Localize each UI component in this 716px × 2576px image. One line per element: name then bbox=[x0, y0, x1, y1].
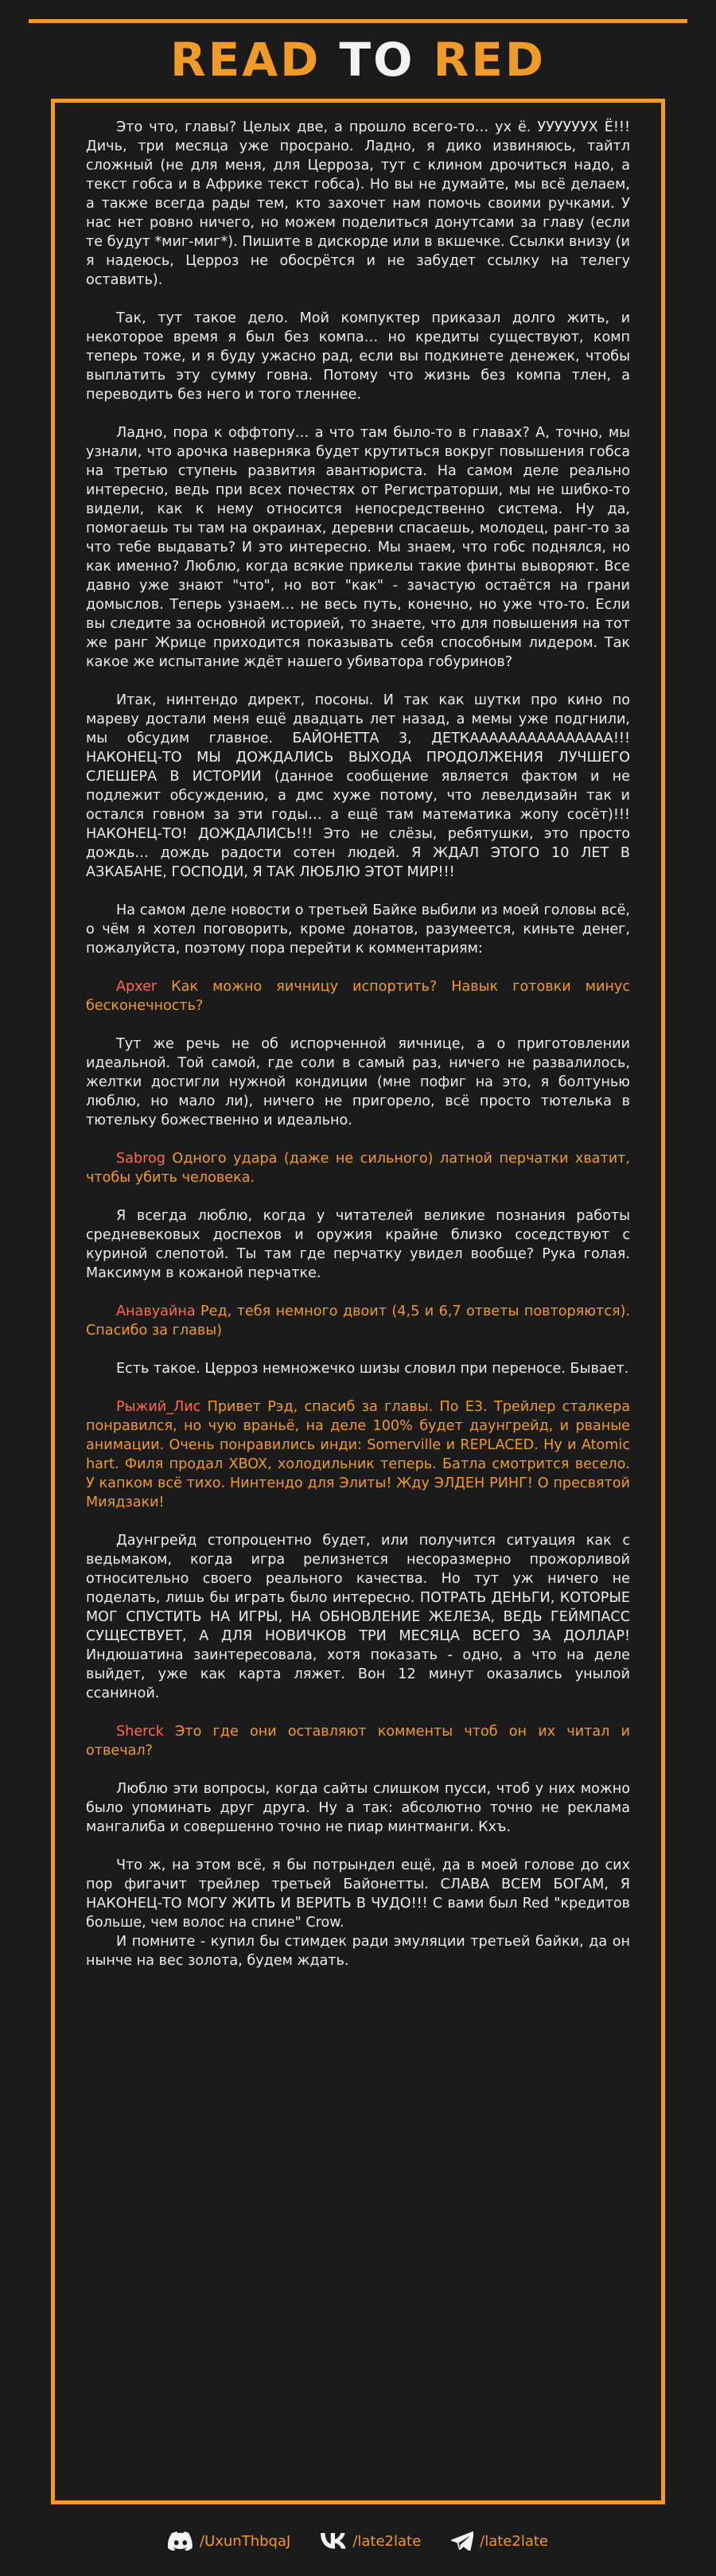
paragraph-intro: Это что, главы? Целых две, а прошло всего-то… ух ё. УУУУУУХ Ё!!! Дичь, три месяца уже просрано. Ладно, я дико извиняюсь, тайтл сложный (не для меня, для Церроза, тут с клином дрочиться надо, а текст гобса и в Африке текст гобса). Но вы не думайте, мы всё делаем, а также всегда рады тем, кто захочет нам помочь своими ручками. У нас нет ровно ничего, но можем поделиться донутсами за главу (если те будут *миг-миг*). Пишите в дискорде или в вкшечке. Ссылки внизу (и я надеюсь, Церроз не обосрётся и не забудет ссылку на телегу оставить). bbox=[86, 119, 630, 288]
comment-text: Одного удара (даже не сильного) латной перчатки хватит, чтобы убить человека. bbox=[86, 1151, 630, 1186]
comment-author: Sabrog bbox=[116, 1151, 165, 1167]
comment-sabrog bbox=[86, 1149, 630, 1187]
reply-sabrog: Я всегда люблю, когда у читателей великие познания работы средневековых доспехов и оружия крайне близко соседствуют с куриной слепотой. Ты там где перчатку увидел вообще? Рука голая. Максимум в кожаной перчатке. bbox=[86, 1208, 630, 1281]
paragraph-outro: Что ж, на этом всё, я бы потрындел ещё, да в моей голове до сих пор фигачит трейлер третьей Байонетты. СЛАВА ВСЕМ БОГАМ, Я НАКОНЕЦ-ТО МОГУ ЖИТЬ И ВЕРИТЬ В ЧУДО!!! С вами был Red "кредитов больше, чем волос на спине" Crow. bbox=[86, 1857, 630, 1931]
telegram-icon bbox=[451, 2531, 473, 2551]
discord-link[interactable] bbox=[168, 2531, 290, 2551]
comment-author: Анавуайна bbox=[116, 1304, 196, 1319]
comment-author: Sherck bbox=[116, 1724, 164, 1740]
article-body bbox=[86, 118, 630, 1970]
telegram-link[interactable] bbox=[451, 2531, 548, 2551]
discord-icon bbox=[168, 2531, 193, 2551]
comment-sherck bbox=[86, 1722, 630, 1760]
title-read: READ bbox=[169, 33, 340, 87]
title-red: RED bbox=[414, 33, 546, 87]
comment-text: Это где они оставляют комменты чтоб он их читал и отвечал? bbox=[86, 1724, 630, 1759]
reply-apxer: Тут же речь не об испорченной яичнице, а о приготовлении идеальной. Той самой, где соли в самый раз, ничего не развалилось, желтки достигли нужной кондиции (мне пофиг на это, я болтунью люблю, но мало ли), ничего не пригорело, всё просто тютелька в тютельку божественно и идеально. bbox=[86, 1036, 630, 1128]
paragraph-closing: И помните - купил бы стимдек ради эмуляции третьей байки, да он нынче на вес золота, будем ждать. bbox=[86, 1934, 630, 1969]
reply-ryzhiy-lis: Даунгрейд стопроцентно будет, или получится ситуация как с ведьмаком, когда игра релизнется несоразмерно прожорливой относительно своего реального качества. Но тут уж ничего не поделать, лишь бы играть было интересно. ПОТРАТЬ ДЕНЬГИ, КОТОРЫЕ МОГ СПУСТИТЬ НА ИГРЫ, НА ОБНОВЛЕНИЕ ЖЕЛЕЗА, ВЕДЬ ГЕЙМПАСС СУЩЕСТВУЕТ, А ДЛЯ НОВИЧКОВ ТРИ МЕСЯЦА ВСЕГО ЗА ДОЛЛАР! Индюшатина заинтересовала, хотя показать - одно, а что на деле выйдет, уже как карта ляжет. Вон 12 минут оказались унылой сcаниной. bbox=[86, 1533, 630, 1701]
paragraph-comments-intro: На самом деле новости о третьей Байке выбили из моей головы всё, о чём я хотел поговорить, кроме донатов, разумеется, киньте денег, пожалуйста, поэтому пора перейти к комментариям: bbox=[86, 902, 630, 957]
comment-author: Apxer bbox=[116, 979, 158, 995]
vk-link[interactable] bbox=[321, 2533, 421, 2550]
vk-label: /late2late bbox=[352, 2532, 422, 2550]
title-to: TO bbox=[339, 33, 415, 87]
reply-sherck: Люблю эти вопросы, когда сайты слишком пусси, чтоб у них можно было упоминать друг друга. Ну а так: абсолютно точно не реклама мангалиба и совершенно точно не пиар минтманги. Кхъ. bbox=[86, 1781, 630, 1835]
telegram-label: /late2late bbox=[480, 2532, 548, 2550]
discord-label: /UxunThbqaJ bbox=[200, 2532, 291, 2550]
comment-apxer bbox=[86, 977, 630, 1015]
comment-text: Как можно яичницу испортить? Навык готовки минус бесконечность? bbox=[86, 979, 630, 1014]
comment-author: Рыжий_Лис bbox=[116, 1399, 201, 1415]
comment-text: Привет Рэд, спасиб за главы. По E3. Трейлер сталкера понравился, но чую враньё, на деле 100% будет даунгрейд, и рваные анимации. Очень понравились инди: Somerville и REPLACED. Ну и Atomic hart. Филя продал XBOX, холодильник теперь. Батла смотрится весело. У капком всё тихо. Нинтендо для Элиты! Жду ЭЛДЕН РИНГ! О пресвятой Миядзаки! bbox=[86, 1399, 630, 1510]
reply-anavuaina: Есть такое. Церроз немножечко шизы словил при переносе. Бывает. bbox=[116, 1361, 629, 1377]
page-title bbox=[0, 32, 716, 88]
comment-anavuaina bbox=[86, 1302, 630, 1340]
comment-text: Ред, тебя немного двоит (4,5 и 6,7 ответы повторяются). Спасибо за главы) bbox=[86, 1304, 630, 1339]
comment-ryzhiy-lis bbox=[86, 1397, 630, 1512]
vk-icon bbox=[321, 2533, 346, 2549]
paragraph-nintendo: Итак, нинтендо директ, посоны. И так как шутки про кино по мареву достали меня ещё двадцать лет назад, а мемы уже подгнили, мы обсудим главное. БАЙОНЕТТА 3, ДЕТКААААААААААААААА!!! НАКОНЕЦ-ТО МЫ ДОЖДАЛИСЬ ВЫХОДА ПРОДОЛЖЕНИЯ ЛУЧШЕГО СЛЕШЕРА В ИСТОРИИ (данное сообщение является фактом и не подлежит обсуждению, а дмс хуже потому, что левелдизайн так и остался говном за эти годы… а ещё там математика жопу сосёт)!!! НАКОНЕЦ-ТО! ДОЖДАЛИСЬ!!! Это не слёзы, ребятушки, это просто дождь… дождь радости сотен людей. Я ЖДАЛ ЭТОГО 10 ЛЕТ В АЗКАБАНЕ, ГОСПОДИ, Я ТАК ЛЮБЛЮ ЭТОТ МИР!!! bbox=[86, 692, 630, 880]
paragraph-chapters: Ладно, пора к оффтопу… а что там было-то в главах? А, точно, мы узнали, что арочка наверняка будет крутиться вокруг повышения гобса на третью ступень развития авантюриста. На самом деле реально интересно, ведь при всех почестях от Регистраторши, мы не шибко-то видели, как к нему относится непосредственно система. Ну да, помогаешь ты там на окраинах, деревни спасаешь, молодец, ранг-то за что тебе выдавать? И это интересно. Мы знаем, что гобс поднялся, но как именно? Люблю, когда всякие прикелы такие финты выворяют. Все давно уже знают "что", но вот "как" - зачастую остаётся на грани домыслов. Теперь узнаем… не весь путь, конечно, но уже что-то. Если вы следите за основной историей, то знаете, что для повышения на тот же ранг Жрице приходится показывать себя способным лидером. Так какое же испытание ждёт нашего убиватора гобуринов? bbox=[86, 425, 630, 670]
top-rule bbox=[29, 19, 687, 23]
social-links bbox=[0, 2529, 716, 2553]
paragraph-computer: Так, тут такое дело. Мой компуктер приказал долго жить, и некоторое время я был без компа… но кредиты существуют, комп теперь тоже, и я буду ужасно рад, если вы подкинете денежек, чтобы выплатить эту сумму говна. Потому что жизнь без компа тлен, а переводить без него и того тленнее. bbox=[86, 310, 630, 403]
